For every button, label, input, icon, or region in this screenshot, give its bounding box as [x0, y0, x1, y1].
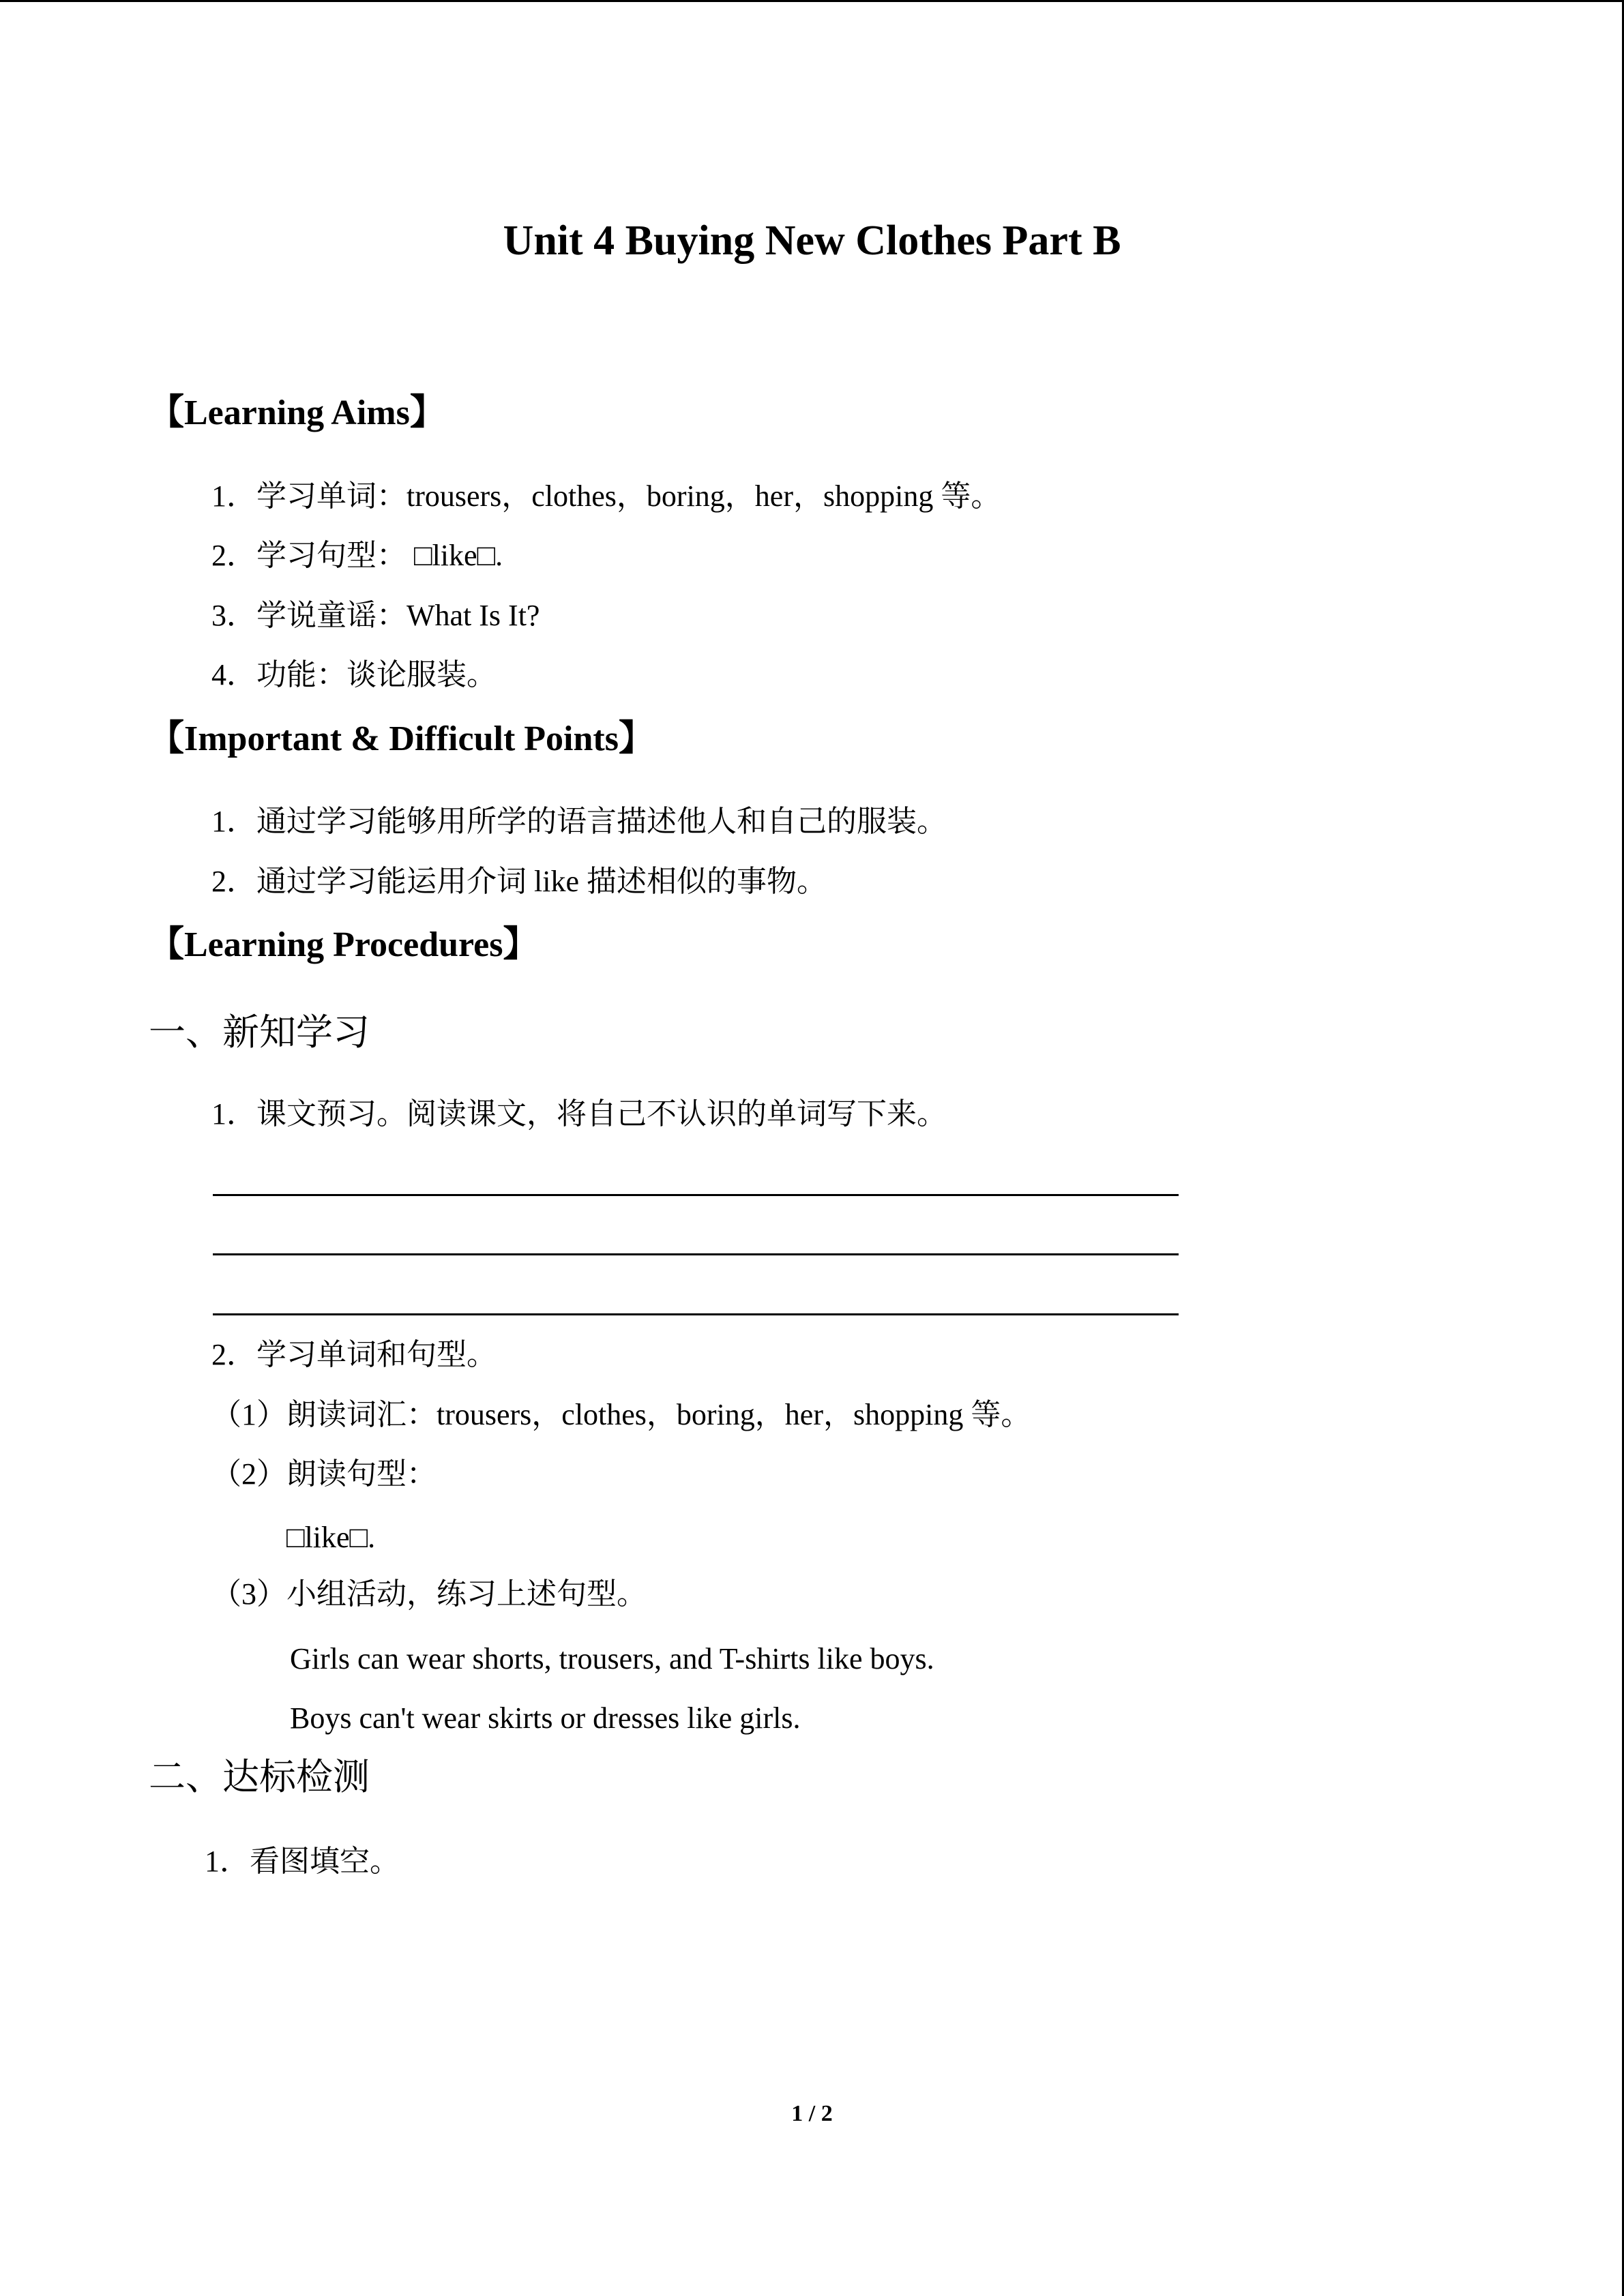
part2-heading: 二、达标检测 — [149, 1757, 370, 1798]
example-sentence: Girls can wear shorts, trousers, and T-shirts like boys. — [290, 1642, 934, 1675]
learning-aim-item: 4．功能：谈论服装。 — [211, 658, 497, 691]
important-points-heading: 【Important & Difficult Points】 — [149, 719, 654, 758]
answer-blank-line[interactable] — [213, 1313, 1179, 1315]
page-number: 1 / 2 — [791, 2101, 833, 2126]
answer-blank-line[interactable] — [213, 1253, 1179, 1255]
document-title: Unit 4 Buying New Clothes Part B — [503, 218, 1121, 264]
sub-step-3: （3）小组活动，练习上述句型。 — [211, 1577, 647, 1611]
step2-instruction: 2．学习单词和句型。 — [211, 1338, 497, 1371]
learning-aim-item: 3．学说童谣：What Is It? — [211, 599, 540, 632]
example-sentence: Boys can't wear skirts or dresses like girls. — [290, 1701, 801, 1735]
learning-aims-heading: 【Learning Aims】 — [149, 393, 445, 432]
important-point-item: 2．通过学习能运用介词 like 描述相似的事物。 — [211, 865, 827, 898]
learning-aim-item: 1．学习单词：trousers，clothes，boring，her，shopping 等。 — [211, 479, 1001, 513]
check1-instruction: 1．看图填空。 — [205, 1845, 400, 1878]
important-point-item: 1．通过学习能够用所学的语言描述他人和自己的服装。 — [211, 805, 947, 838]
part1-heading: 一、新知学习 — [149, 1012, 370, 1053]
page-top-border — [0, 0, 1624, 2]
learning-procedures-heading: 【Learning Procedures】 — [149, 925, 539, 964]
learning-aim-item: 2．学习句型： □like□. — [211, 539, 503, 572]
step1-instruction: 1．课文预习。阅读课文，将自己不认识的单词写下来。 — [211, 1097, 947, 1131]
sentence-pattern: □like□. — [286, 1521, 376, 1554]
sub-step-1: （1）朗读词汇：trousers，clothes，boring，her，shopping 等。 — [211, 1398, 1031, 1431]
answer-blank-line[interactable] — [213, 1194, 1179, 1196]
sub-step-2: （2）朗读句型： — [211, 1457, 437, 1491]
